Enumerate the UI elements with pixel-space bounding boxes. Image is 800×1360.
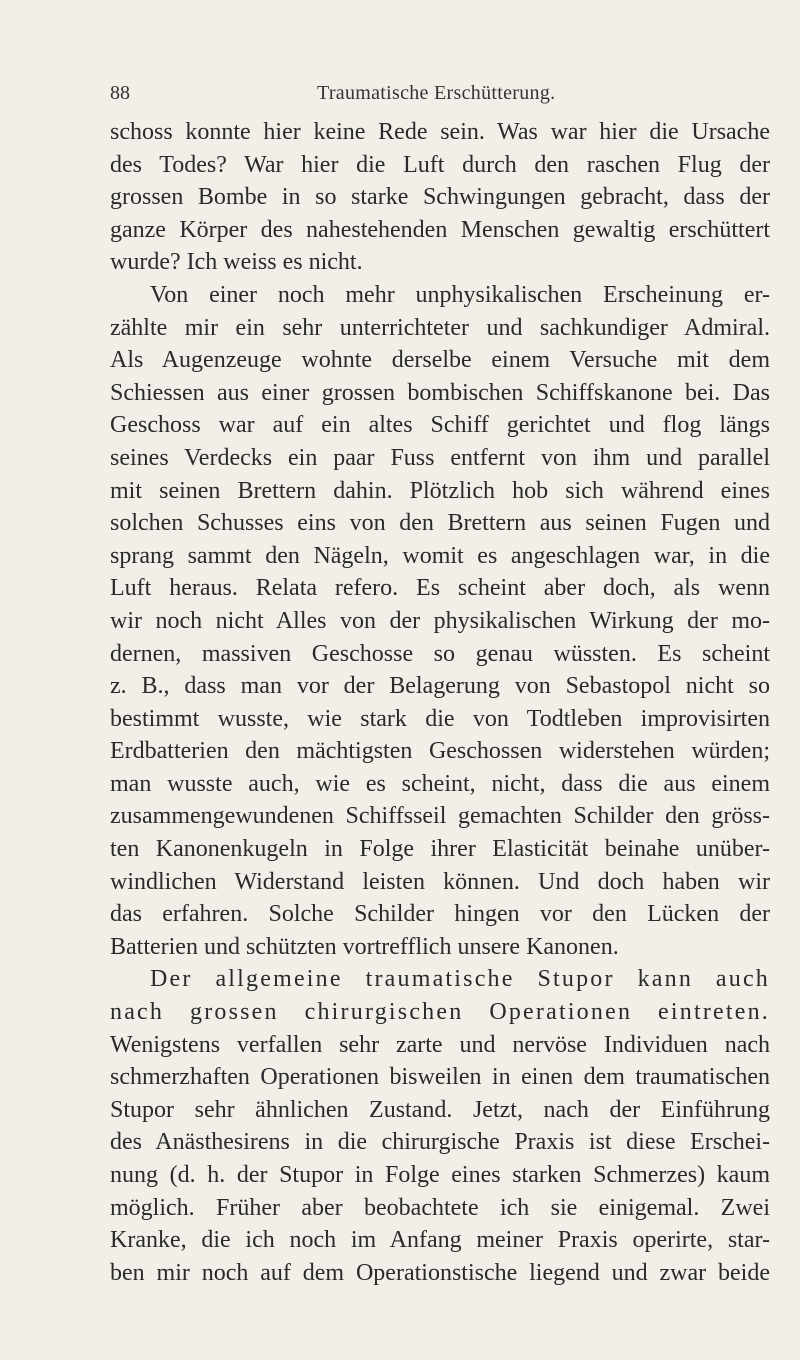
text-line: Erdbatterien den mächtigsten Geschossen widerstehen würden; <box>110 738 770 765</box>
running-head <box>110 82 770 116</box>
body-text <box>110 116 770 1289</box>
text-line: zusammengewundenen Schiffsseil gemachten Schilder den gröss- <box>110 803 770 830</box>
text-line: seines Verdecks ein paar Fuss entfernt von ihm und parallel <box>110 444 770 471</box>
running-title: Traumatische Erschütterung. <box>317 82 556 104</box>
page-number: 88 <box>110 82 130 104</box>
text-line: zählte mir ein sehr unterrichteter und sachkundiger Admiral. <box>110 314 770 341</box>
text-line: Kranke, die ich noch im Anfang meiner Praxis operirte, star- <box>110 1227 770 1254</box>
text-line: schmerzhaften Operationen bisweilen in einen dem traumatischen <box>110 1064 770 1091</box>
text-line: wir noch nicht Alles von der physikalischen Wirkung der mo- <box>110 607 770 634</box>
text-line: das erfahren. Solche Schilder hingen vor den Lücken der <box>110 901 770 928</box>
text-line: Schiessen aus einer grossen bombischen Schiffskanone bei. Das <box>110 379 770 406</box>
text-line: grossen Bombe in so starke Schwingungen gebracht, dass der <box>110 184 770 211</box>
text-line: Der allgemeine traumatische Stupor kann auch <box>150 966 770 993</box>
text-line: mit seinen Brettern dahin. Plötzlich hob sich während eines <box>110 477 770 504</box>
text-line: Als Augenzeuge wohnte derselbe einem Versuche mit dem <box>110 347 770 374</box>
text-line: nung (d. h. der Stupor in Folge eines starken Schmerzes) kaum <box>110 1162 770 1188</box>
text-line: Luft heraus. Relata refero. Es scheint aber doch, als wenn <box>110 575 770 602</box>
text-line: schoss konnte hier keine Rede sein. Was war hier die Ursache <box>110 119 770 145</box>
text-line: solchen Schusses eins von den Brettern aus seinen Fugen und <box>110 510 770 537</box>
text-line: nach grossen chirurgischen Operationen eintreten. <box>110 999 770 1026</box>
text-line: ganze Körper des nahestehenden Menschen gewaltig erschüttert <box>110 216 770 243</box>
text-line: windlichen Widerstand leisten können. Und doch haben wir <box>110 868 770 895</box>
text-line: sprang sammt den Nägeln, womit es angeschlagen war, in die <box>110 542 770 569</box>
text-line: ten Kanonenkugeln in Folge ihrer Elasticität beinahe unüber- <box>110 836 770 863</box>
text-line: z. B., dass man vor der Belagerung von Sebastopol nicht so <box>110 673 770 700</box>
text-line: Stupor sehr ähnlichen Zustand. Jetzt, nach der Einführung <box>110 1096 770 1123</box>
text-line: des Todes? War hier die Luft durch den raschen Flug der <box>110 151 770 178</box>
text-line: Geschoss war auf ein altes Schiff gerichtet und flog längs <box>110 412 770 439</box>
text-line: man wusste auch, wie es scheint, nicht, dass die aus einem <box>110 770 770 797</box>
text-line: Wenigstens verfallen sehr zarte und nervöse Individuen nach <box>110 1031 770 1058</box>
text-line: möglich. Früher aber beobachtete ich sie einigemal. Zwei <box>110 1194 770 1221</box>
text-line: bestimmt wusste, wie stark die von Todtleben improvisirten <box>110 705 770 732</box>
text-line: wurde? Ich weiss es nicht. <box>110 249 363 276</box>
text-line: des Anästhesirens in die chirurgische Praxis ist diese Erschei- <box>110 1129 770 1156</box>
text-line: Von einer noch mehr unphysikalischen Erscheinung er- <box>150 281 770 308</box>
text-line: Batterien und schützten vortrefflich unsere Kanonen. <box>110 933 619 960</box>
text-line: ben mir noch auf dem Operationstische liegend und zwar beide <box>110 1259 770 1286</box>
text-line: dernen, massiven Geschosse so genau wüssten. Es scheint <box>110 640 770 667</box>
